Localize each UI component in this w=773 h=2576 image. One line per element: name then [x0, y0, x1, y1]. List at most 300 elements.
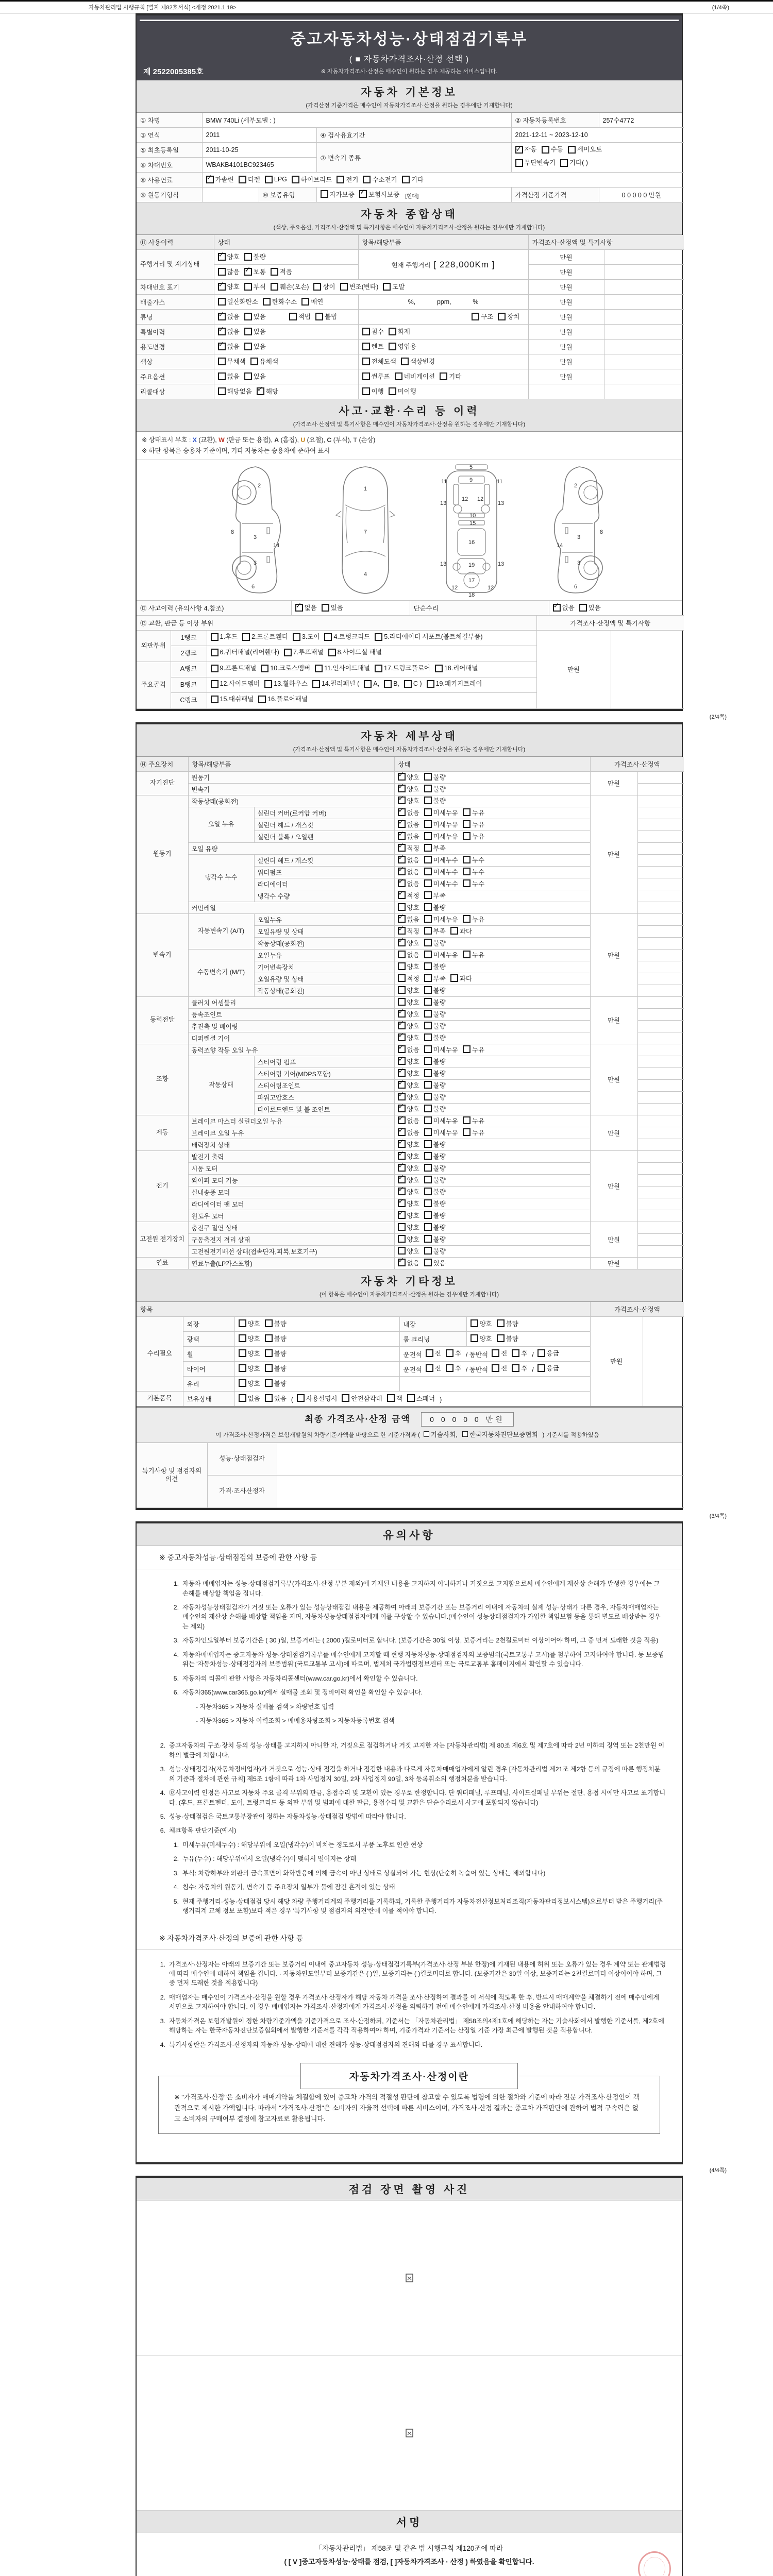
checkbox-option[interactable]: [450, 974, 472, 983]
checkbox-option[interactable]: [463, 914, 484, 924]
unchecked-checkbox-icon[interactable]: [324, 633, 332, 641]
checkbox-option[interactable]: [537, 1363, 559, 1372]
unchecked-checkbox-icon[interactable]: [424, 1152, 432, 1160]
checked-checkbox-icon[interactable]: [398, 808, 406, 816]
checkbox-option[interactable]: [342, 1394, 382, 1403]
checkbox-option[interactable]: [398, 808, 419, 817]
checkbox-option[interactable]: [398, 867, 419, 876]
unchecked-checkbox-icon[interactable]: [375, 633, 382, 641]
checkbox-option[interactable]: [398, 1009, 419, 1019]
unchecked-checkbox-icon[interactable]: [362, 358, 370, 365]
unchecked-checkbox-icon[interactable]: [265, 1319, 273, 1327]
unchecked-checkbox-icon[interactable]: [463, 808, 470, 816]
unchecked-checkbox-icon[interactable]: [424, 998, 432, 1006]
checkbox-option[interactable]: [363, 175, 397, 184]
unchecked-checkbox-icon[interactable]: [424, 962, 432, 970]
checkbox-option[interactable]: [375, 632, 482, 642]
checkbox-option[interactable]: [322, 603, 343, 612]
checked-checkbox-icon[interactable]: [398, 820, 406, 828]
checked-checkbox-icon[interactable]: [257, 387, 264, 395]
unchecked-checkbox-icon[interactable]: [424, 796, 432, 804]
unchecked-checkbox-icon[interactable]: [424, 868, 432, 875]
unchecked-checkbox-icon[interactable]: [424, 1105, 432, 1112]
checkbox-option[interactable]: [362, 327, 384, 336]
unchecked-checkbox-icon[interactable]: [424, 785, 432, 792]
unchecked-checkbox-icon[interactable]: [211, 649, 219, 656]
unchecked-checkbox-icon[interactable]: [211, 665, 219, 672]
checkbox-option[interactable]: [315, 663, 370, 674]
unchecked-checkbox-icon[interactable]: [435, 665, 443, 672]
checked-checkbox-icon[interactable]: [553, 604, 561, 612]
checkbox-option[interactable]: [398, 1140, 419, 1149]
unchecked-checkbox-icon[interactable]: [424, 1057, 432, 1065]
checkbox-option[interactable]: [244, 282, 266, 291]
unchecked-checkbox-icon[interactable]: [315, 665, 323, 672]
checkbox-option[interactable]: [389, 342, 416, 351]
checkbox-option[interactable]: [424, 820, 458, 829]
checkbox-option[interactable]: [250, 357, 278, 366]
checkbox-option[interactable]: [424, 1175, 446, 1184]
unchecked-checkbox-icon[interactable]: [239, 1319, 246, 1327]
unchecked-checkbox-icon[interactable]: [537, 1364, 545, 1372]
checkbox-option[interactable]: [239, 1394, 260, 1403]
unchecked-checkbox-icon[interactable]: [301, 298, 309, 306]
checkbox-option[interactable]: [258, 694, 308, 705]
unchecked-checkbox-icon[interactable]: [424, 1045, 432, 1053]
checkbox-option[interactable]: [470, 1334, 492, 1343]
checkbox-option[interactable]: [398, 1199, 419, 1208]
checked-checkbox-icon[interactable]: [218, 283, 226, 291]
checkbox-option[interactable]: [265, 1379, 287, 1388]
unchecked-checkbox-icon[interactable]: [463, 951, 470, 958]
checked-checkbox-icon[interactable]: [515, 146, 523, 154]
checkbox-option[interactable]: [492, 1363, 507, 1372]
unchecked-checkbox-icon[interactable]: [512, 1349, 519, 1357]
checkbox-option[interactable]: [362, 386, 384, 396]
checkbox-option[interactable]: [398, 879, 419, 888]
checkbox-option[interactable]: [462, 1430, 538, 1439]
checkbox-option[interactable]: [424, 1234, 446, 1244]
checkbox-option[interactable]: [463, 879, 484, 888]
unchecked-checkbox-icon[interactable]: [450, 927, 458, 935]
checkbox-option[interactable]: [553, 603, 575, 612]
checkbox-option[interactable]: [398, 784, 419, 793]
checked-checkbox-icon[interactable]: [398, 1045, 406, 1053]
checkbox-option[interactable]: [295, 603, 317, 612]
checkbox-option[interactable]: [398, 1104, 419, 1113]
unchecked-checkbox-icon[interactable]: [211, 696, 219, 703]
checkbox-option[interactable]: [497, 1334, 518, 1343]
unchecked-checkbox-icon[interactable]: [265, 1349, 273, 1357]
checked-checkbox-icon[interactable]: [398, 1010, 406, 1018]
checkbox-option[interactable]: [398, 1021, 419, 1030]
checkbox-option[interactable]: [206, 175, 234, 184]
checkbox-option[interactable]: [424, 772, 446, 782]
unchecked-checkbox-icon[interactable]: [426, 1364, 433, 1372]
unchecked-checkbox-icon[interactable]: [424, 951, 432, 958]
checkbox-option[interactable]: [398, 903, 419, 912]
checkbox-option[interactable]: [211, 679, 260, 689]
unchecked-checkbox-icon[interactable]: [424, 1223, 432, 1231]
checkbox-option[interactable]: [293, 632, 320, 642]
checkbox-option[interactable]: [395, 371, 435, 381]
unchecked-checkbox-icon[interactable]: [497, 1319, 505, 1327]
unchecked-checkbox-icon[interactable]: [463, 915, 470, 923]
checkbox-option[interactable]: [398, 997, 419, 1007]
checkbox-option[interactable]: [579, 603, 601, 612]
unchecked-checkbox-icon[interactable]: [315, 313, 323, 320]
checkbox-option[interactable]: [244, 327, 266, 336]
checkbox-option[interactable]: [463, 950, 484, 959]
checkbox-option[interactable]: [337, 175, 358, 184]
unchecked-checkbox-icon[interactable]: [427, 680, 434, 688]
unchecked-checkbox-icon[interactable]: [424, 1259, 432, 1266]
unchecked-checkbox-icon[interactable]: [218, 387, 226, 395]
unchecked-checkbox-icon[interactable]: [424, 808, 432, 816]
checkbox-option[interactable]: [211, 663, 257, 674]
checkbox-option[interactable]: [424, 1116, 458, 1125]
checkbox-option[interactable]: [424, 1223, 446, 1232]
checkbox-option[interactable]: [398, 1211, 419, 1220]
unchecked-checkbox-icon[interactable]: [292, 176, 299, 183]
checked-checkbox-icon[interactable]: [398, 1069, 406, 1077]
checkbox-option[interactable]: [389, 386, 416, 396]
checkbox-option[interactable]: [398, 1069, 419, 1078]
checkbox-option[interactable]: [542, 144, 563, 155]
checkbox-option[interactable]: [424, 914, 458, 924]
unchecked-checkbox-icon[interactable]: [362, 372, 370, 380]
unchecked-checkbox-icon[interactable]: [297, 1394, 305, 1402]
checkbox-option[interactable]: [239, 1334, 260, 1343]
checkbox-option[interactable]: [426, 1363, 441, 1372]
checked-checkbox-icon[interactable]: [398, 1259, 406, 1266]
unchecked-checkbox-icon[interactable]: [424, 1033, 432, 1041]
checkbox-option[interactable]: [389, 327, 410, 336]
checkbox-option[interactable]: [383, 282, 405, 291]
unchecked-checkbox-icon[interactable]: [426, 1349, 433, 1357]
unchecked-checkbox-icon[interactable]: [239, 1379, 246, 1387]
unchecked-checkbox-icon[interactable]: [398, 986, 406, 994]
checkbox-option[interactable]: [265, 1319, 287, 1328]
checkbox-option[interactable]: [375, 663, 430, 674]
checkbox-option[interactable]: [398, 1057, 419, 1066]
unchecked-checkbox-icon[interactable]: [362, 328, 370, 335]
checkbox-option[interactable]: [398, 891, 419, 900]
unchecked-checkbox-icon[interactable]: [218, 372, 226, 380]
checkbox-option[interactable]: [265, 176, 287, 183]
unchecked-checkbox-icon[interactable]: [239, 1394, 246, 1402]
checkbox-option[interactable]: [463, 1116, 484, 1125]
checkbox-option[interactable]: [463, 1128, 484, 1137]
checked-checkbox-icon[interactable]: [398, 832, 406, 840]
unchecked-checkbox-icon[interactable]: [407, 1394, 415, 1402]
checked-checkbox-icon[interactable]: [398, 1116, 406, 1124]
checkbox-option[interactable]: [492, 1348, 507, 1358]
checkbox-option[interactable]: [211, 647, 279, 658]
checkbox-option[interactable]: [264, 679, 308, 689]
checked-checkbox-icon[interactable]: [398, 785, 406, 792]
unchecked-checkbox-icon[interactable]: [424, 1140, 432, 1148]
unchecked-checkbox-icon[interactable]: [211, 680, 219, 688]
unchecked-checkbox-icon[interactable]: [218, 358, 226, 365]
unchecked-checkbox-icon[interactable]: [265, 1379, 273, 1387]
checkbox-option[interactable]: [398, 832, 419, 841]
checkbox-option[interactable]: [472, 312, 493, 321]
checkbox-option[interactable]: [398, 1116, 419, 1125]
unchecked-checkbox-icon[interactable]: [398, 951, 406, 958]
checkbox-option[interactable]: [424, 1258, 446, 1267]
checked-checkbox-icon[interactable]: [206, 176, 214, 183]
unchecked-checkbox-icon[interactable]: [244, 313, 252, 320]
unchecked-checkbox-icon[interactable]: [313, 283, 321, 291]
unchecked-checkbox-icon[interactable]: [389, 387, 396, 395]
checkbox-option[interactable]: [512, 1348, 527, 1358]
checked-checkbox-icon[interactable]: [295, 604, 303, 612]
checkbox-option[interactable]: [265, 1334, 287, 1343]
checkbox-option[interactable]: [218, 282, 240, 291]
unchecked-checkbox-icon[interactable]: [384, 680, 392, 688]
checkbox-option[interactable]: [398, 1151, 419, 1161]
checkbox-option[interactable]: [239, 1379, 260, 1388]
checkbox-option[interactable]: [463, 1045, 484, 1054]
checkbox-option[interactable]: [424, 1080, 446, 1090]
checkbox-option[interactable]: [384, 679, 399, 689]
unchecked-checkbox-icon[interactable]: [244, 253, 252, 261]
checkbox-option[interactable]: [424, 832, 458, 841]
checkbox-option[interactable]: [424, 891, 446, 900]
checkbox-option[interactable]: [398, 962, 419, 971]
checkbox-option[interactable]: [424, 938, 446, 947]
checkbox-option[interactable]: [261, 663, 310, 674]
checkbox-option[interactable]: [218, 342, 240, 351]
checkbox-option[interactable]: [424, 1430, 458, 1439]
unchecked-checkbox-icon[interactable]: [389, 328, 396, 335]
checkbox-option[interactable]: [424, 1104, 446, 1113]
checkbox-option[interactable]: [398, 974, 419, 983]
unchecked-checkbox-icon[interactable]: [424, 832, 432, 840]
unchecked-checkbox-icon[interactable]: [244, 372, 252, 380]
unchecked-checkbox-icon[interactable]: [402, 176, 410, 183]
checkbox-option[interactable]: [424, 986, 446, 995]
checked-checkbox-icon[interactable]: [398, 1057, 406, 1065]
checkbox-option[interactable]: [257, 386, 278, 396]
unchecked-checkbox-icon[interactable]: [265, 1394, 273, 1402]
checkbox-option[interactable]: [239, 175, 260, 184]
checkbox-option[interactable]: [301, 297, 323, 306]
checkbox-option[interactable]: [289, 312, 311, 321]
unchecked-checkbox-icon[interactable]: [424, 1116, 432, 1124]
checkbox-option[interactable]: [440, 371, 461, 381]
unchecked-checkbox-icon[interactable]: [383, 283, 391, 291]
checkbox-option[interactable]: [218, 252, 240, 261]
checkbox-option[interactable]: [424, 796, 446, 805]
unchecked-checkbox-icon[interactable]: [398, 962, 406, 970]
unchecked-checkbox-icon[interactable]: [289, 313, 297, 320]
unchecked-checkbox-icon[interactable]: [398, 1247, 406, 1255]
unchecked-checkbox-icon[interactable]: [424, 1199, 432, 1207]
checkbox-option[interactable]: [398, 843, 419, 853]
unchecked-checkbox-icon[interactable]: [446, 1364, 453, 1372]
checked-checkbox-icon[interactable]: [398, 773, 406, 781]
unchecked-checkbox-icon[interactable]: [470, 1319, 478, 1327]
checkbox-option[interactable]: [211, 632, 238, 642]
unchecked-checkbox-icon[interactable]: [440, 372, 447, 380]
checkbox-option[interactable]: [398, 1092, 419, 1101]
checked-checkbox-icon[interactable]: [398, 1128, 406, 1136]
unchecked-checkbox-icon[interactable]: [492, 1349, 499, 1357]
checkbox-option[interactable]: [424, 808, 458, 817]
checkbox-option[interactable]: [398, 1234, 419, 1244]
unchecked-checkbox-icon[interactable]: [424, 891, 432, 899]
unchecked-checkbox-icon[interactable]: [446, 1349, 453, 1357]
checkbox-option[interactable]: [239, 1364, 260, 1373]
checkbox-option[interactable]: [450, 926, 472, 936]
unchecked-checkbox-icon[interactable]: [560, 159, 568, 167]
unchecked-checkbox-icon[interactable]: [512, 1364, 519, 1372]
unchecked-checkbox-icon[interactable]: [450, 974, 458, 982]
unchecked-checkbox-icon[interactable]: [579, 604, 587, 612]
checked-checkbox-icon[interactable]: [398, 868, 406, 875]
checkbox-option[interactable]: [312, 679, 359, 689]
checkbox-option[interactable]: [218, 312, 240, 321]
unchecked-checkbox-icon[interactable]: [265, 1334, 273, 1342]
unchecked-checkbox-icon[interactable]: [398, 1223, 406, 1231]
checkbox-option[interactable]: [407, 1394, 435, 1403]
unchecked-checkbox-icon[interactable]: [424, 773, 432, 781]
checkbox-option[interactable]: [446, 1348, 461, 1358]
checkbox-option[interactable]: [424, 843, 446, 853]
checked-checkbox-icon[interactable]: [218, 253, 226, 261]
checkbox-option[interactable]: [424, 1009, 446, 1019]
checked-checkbox-icon[interactable]: [398, 844, 406, 852]
unchecked-checkbox-icon[interactable]: [362, 343, 370, 350]
checkbox-option[interactable]: [398, 772, 419, 782]
unchecked-checkbox-icon[interactable]: [398, 998, 406, 1006]
unchecked-checkbox-icon[interactable]: [424, 927, 432, 935]
unchecked-checkbox-icon[interactable]: [424, 1010, 432, 1018]
unchecked-checkbox-icon[interactable]: [364, 680, 372, 688]
checked-checkbox-icon[interactable]: [398, 879, 406, 887]
unchecked-checkbox-icon[interactable]: [284, 649, 292, 656]
checkbox-option[interactable]: [398, 1163, 419, 1173]
unchecked-checkbox-icon[interactable]: [242, 633, 250, 641]
unchecked-checkbox-icon[interactable]: [472, 313, 479, 320]
checkbox-option[interactable]: [340, 282, 379, 291]
checkbox-option[interactable]: [463, 867, 484, 876]
checkbox-option[interactable]: [424, 1187, 446, 1196]
unchecked-checkbox-icon[interactable]: [398, 974, 406, 982]
checkbox-option[interactable]: [315, 312, 337, 321]
unchecked-checkbox-icon[interactable]: [271, 268, 278, 276]
unchecked-checkbox-icon[interactable]: [293, 633, 300, 641]
checkbox-option[interactable]: [242, 632, 288, 642]
checked-checkbox-icon[interactable]: [398, 796, 406, 804]
checkbox-option[interactable]: [424, 962, 446, 971]
unchecked-checkbox-icon[interactable]: [568, 146, 576, 154]
checkbox-option[interactable]: [218, 371, 240, 381]
checked-checkbox-icon[interactable]: [218, 313, 226, 320]
checkbox-option[interactable]: [498, 312, 519, 321]
unchecked-checkbox-icon[interactable]: [542, 146, 549, 154]
unchecked-checkbox-icon[interactable]: [424, 986, 432, 994]
checkbox-option[interactable]: [537, 1348, 559, 1358]
checkbox-option[interactable]: [364, 679, 379, 689]
unchecked-checkbox-icon[interactable]: [250, 358, 258, 365]
unchecked-checkbox-icon[interactable]: [340, 283, 348, 291]
checkbox-option[interactable]: [244, 267, 266, 276]
checkbox-option[interactable]: [398, 1223, 419, 1232]
checkbox-option[interactable]: [218, 386, 252, 396]
unchecked-checkbox-icon[interactable]: [265, 176, 273, 183]
checkbox-option[interactable]: [463, 832, 484, 841]
checkbox-option[interactable]: [398, 1175, 419, 1184]
checked-checkbox-icon[interactable]: [398, 1022, 406, 1029]
checkbox-option[interactable]: [512, 1363, 527, 1372]
unchecked-checkbox-icon[interactable]: [244, 328, 252, 335]
unchecked-checkbox-icon[interactable]: [424, 879, 432, 887]
unchecked-checkbox-icon[interactable]: [239, 1334, 246, 1342]
unchecked-checkbox-icon[interactable]: [398, 1235, 406, 1243]
checkbox-option[interactable]: [271, 282, 309, 291]
unchecked-checkbox-icon[interactable]: [424, 1211, 432, 1219]
checkbox-option[interactable]: [244, 342, 266, 351]
checkbox-option[interactable]: [497, 1319, 518, 1328]
unchecked-checkbox-icon[interactable]: [470, 1334, 478, 1342]
checkbox-option[interactable]: [398, 820, 419, 829]
unchecked-checkbox-icon[interactable]: [387, 1394, 395, 1402]
unchecked-checkbox-icon[interactable]: [389, 343, 396, 350]
checkbox-option[interactable]: [324, 632, 370, 642]
unchecked-checkbox-icon[interactable]: [424, 1431, 429, 1437]
unchecked-checkbox-icon[interactable]: [398, 903, 406, 911]
unchecked-checkbox-icon[interactable]: [271, 283, 278, 291]
unchecked-checkbox-icon[interactable]: [463, 1116, 470, 1124]
checked-checkbox-icon[interactable]: [398, 1199, 406, 1207]
checkbox-option[interactable]: [265, 1364, 287, 1373]
checked-checkbox-icon[interactable]: [398, 915, 406, 923]
checkbox-option[interactable]: [402, 175, 424, 184]
checkbox-option[interactable]: [398, 1246, 419, 1256]
unchecked-checkbox-icon[interactable]: [424, 844, 432, 852]
unchecked-checkbox-icon[interactable]: [424, 974, 432, 982]
checked-checkbox-icon[interactable]: [398, 1105, 406, 1112]
checked-checkbox-icon[interactable]: [398, 1033, 406, 1041]
checkbox-option[interactable]: [265, 1394, 287, 1403]
checkbox-option[interactable]: [424, 1069, 446, 1078]
checked-checkbox-icon[interactable]: [398, 1188, 406, 1195]
unchecked-checkbox-icon[interactable]: [424, 1176, 432, 1183]
checked-checkbox-icon[interactable]: [398, 1140, 406, 1148]
unchecked-checkbox-icon[interactable]: [244, 283, 252, 291]
checkbox-option[interactable]: [398, 938, 419, 947]
checkbox-option[interactable]: [218, 297, 258, 306]
unchecked-checkbox-icon[interactable]: [497, 1334, 505, 1342]
checkbox-option[interactable]: [424, 1140, 446, 1149]
checked-checkbox-icon[interactable]: [398, 856, 406, 863]
checkbox-option[interactable]: [362, 342, 384, 351]
checkbox-option[interactable]: [271, 267, 292, 276]
unchecked-checkbox-icon[interactable]: [362, 387, 370, 395]
checkbox-option[interactable]: [515, 144, 537, 155]
unchecked-checkbox-icon[interactable]: [424, 1069, 432, 1077]
checkbox-option[interactable]: [568, 144, 602, 155]
checkbox-option[interactable]: [211, 694, 254, 705]
checkbox-option[interactable]: [463, 820, 484, 829]
checkbox-option[interactable]: [424, 1033, 446, 1042]
checkbox-option[interactable]: [265, 1349, 287, 1358]
checkbox-option[interactable]: [328, 647, 382, 658]
unchecked-checkbox-icon[interactable]: [462, 1431, 468, 1437]
